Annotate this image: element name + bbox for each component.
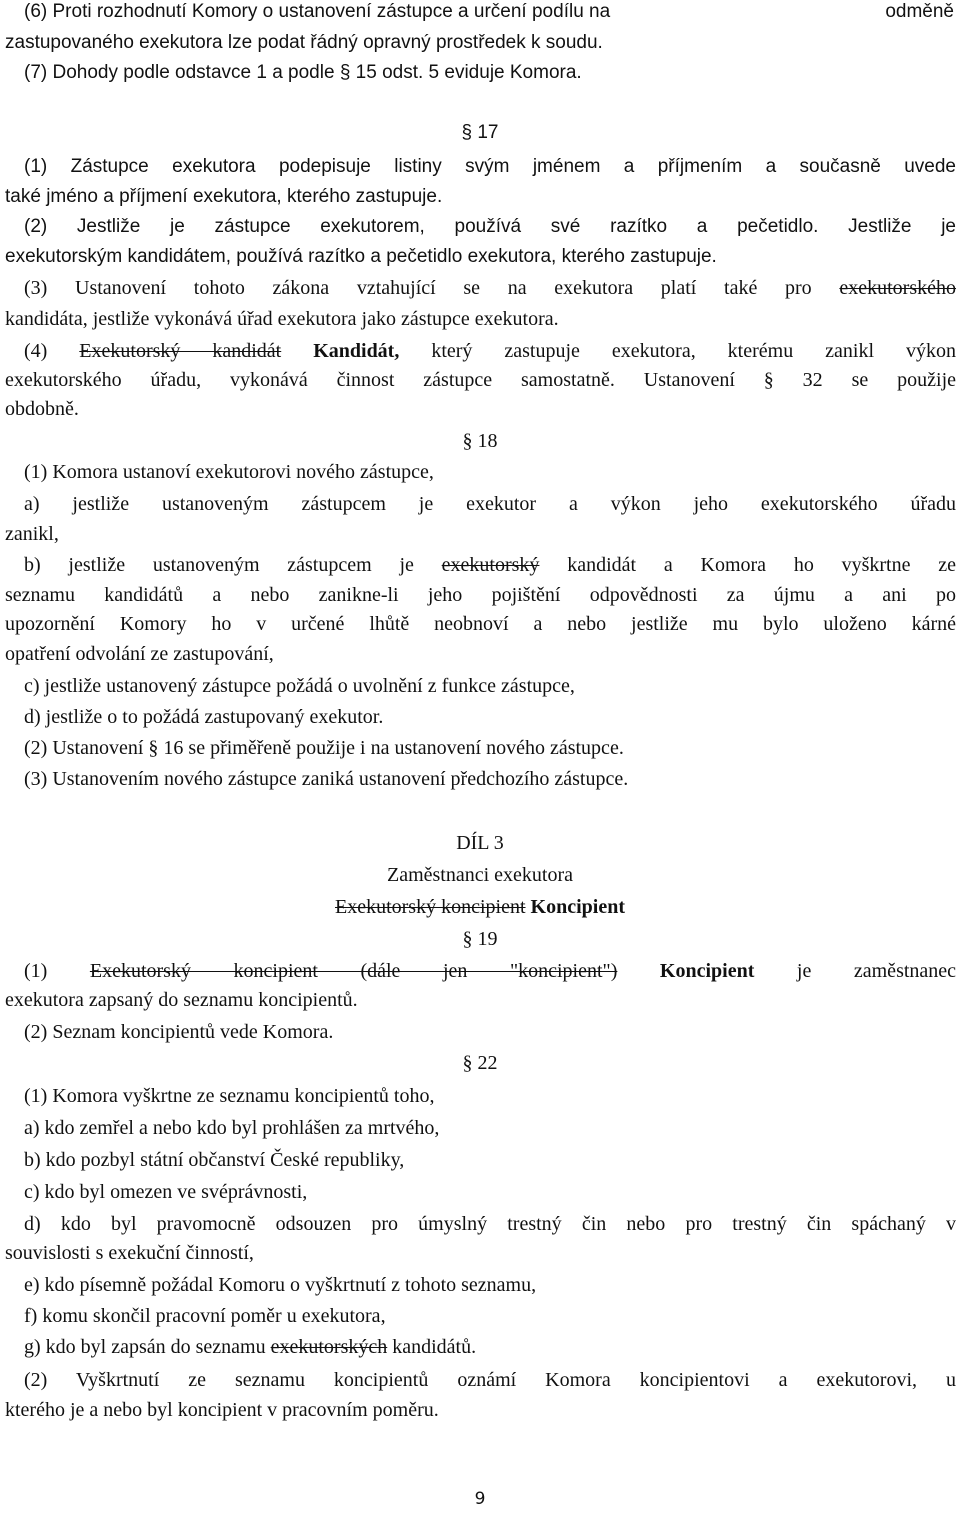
- s18-p1: (1) Komora ustanoví exekutorovi nového zástupce,: [24, 461, 434, 483]
- s16-p6-line2: zastupovaného exekutora lze podat řádný opravný prostředek k soudu.: [5, 32, 603, 53]
- s16-p7: (7) Dohody podle odstavce 1 a podle § 15 odst. 5 eviduje Komora.: [24, 62, 582, 83]
- s16-p6-line1: [24, 0, 610, 25]
- s18-c: c) jestliže ustanovený zástupce požádá o uvolnění z funkce zástupce,: [24, 675, 575, 697]
- s22-p1: (1) Komora vyškrtne ze seznamu koncipientů toho,: [24, 1085, 435, 1107]
- s18-a-line2: zanikl,: [5, 523, 59, 545]
- s18-b-struck-text: exekutorský: [441, 554, 540, 576]
- part-3-subtitle-bold: Koncipient: [530, 896, 625, 918]
- s22-e: e) kdo písemně požádal Komoru o vyškrtnutí z tohoto seznamu,: [24, 1274, 537, 1296]
- s22-c: c) kdo byl omezen ve svéprávnosti,: [24, 1181, 308, 1203]
- s17-p4-line1: [24, 338, 956, 364]
- s22-p2-line2: kterého je a nebo byl koncipient v pracovním poměru.: [5, 1399, 439, 1421]
- s18-b-line4: opatření odvolání ze zastupování,: [5, 643, 274, 665]
- s18-d: d) jestliže o to požádá zastupovaný exekutor.: [24, 706, 384, 728]
- s17-p1-line2: také jméno a příjmení exekutora, kterého zastupuje.: [5, 186, 443, 207]
- s22-d-line1: d) kdo byl pravomocně odsouzen pro úmyslný trestný čin nebo pro trestný čin spáchaný v: [24, 1213, 956, 1235]
- part-3-subtitle: [0, 894, 960, 920]
- part-3-title: Zaměstnanci exekutora: [386, 864, 574, 886]
- s17-p4-bold-text: Kandidát,: [313, 340, 400, 362]
- section-18-heading: § 18: [462, 430, 498, 452]
- s17-p2-line1: (2) Jestliže je zástupce exekutorem, používá své razítko a pečetidlo. Jestliže je: [24, 216, 956, 237]
- s17-p4-line3: obdobně.: [5, 398, 79, 420]
- s17-p4-struck-text: Exekutorský kandidát: [79, 340, 282, 362]
- s19-p2: (2) Seznam koncipientů vede Komora.: [24, 1021, 334, 1043]
- s18-b-text: b) jestliže ustanoveným zástupcem je: [24, 554, 414, 576]
- s17-p3-text: (3) Ustanovení tohoto zákona vztahující se na exekutora platí také pro: [24, 277, 812, 299]
- part-3-label: DÍL 3: [456, 832, 504, 854]
- s22-b: b) kdo pozbyl státní občanství České republiky,: [24, 1149, 405, 1171]
- s18-b-line2: seznamu kandidátů a nebo zanikne-li jeho pojištění odpovědnosti za újmu a ani po: [5, 584, 956, 606]
- s18-p2: (2) Ustanovení § 16 se přiměřeně použije i na ustanovení nového zástupce.: [24, 737, 624, 759]
- s18-b-text-end: kandidát a Komora ho vyškrtne ze: [567, 554, 957, 576]
- s17-p2-line2: exekutorským kandidátem, používá razítko a pečetidlo exekutora, kterého zastupuje.: [5, 246, 717, 267]
- s22-p2-line1: (2) Vyškrtnutí ze seznamu koncipientů oznámí Komora koncipientovi a exekutorovi, u: [24, 1369, 956, 1391]
- s18-a-line1: a) jestliže ustanoveným zástupcem je exekutor a výkon jeho exekutorského úřadu: [24, 493, 956, 515]
- s17-p4-number: (4): [24, 340, 48, 362]
- s22-g: [24, 1334, 476, 1360]
- part-3-subtitle-struck: Exekutorský koncipient: [335, 896, 526, 918]
- s19-p1-text: je zaměstnanec: [796, 960, 957, 982]
- s17-p3-line1: [24, 275, 956, 301]
- s19-p1-line2: exekutora zapsaný do seznamu koncipientů.: [5, 989, 358, 1011]
- s18-b-line1: [24, 552, 956, 578]
- s19-p1-line1: [24, 958, 956, 984]
- s16-p6-line1-end: [885, 0, 954, 25]
- page-number: 9: [474, 1489, 486, 1509]
- s18-b-line3: upozornění Komory ho v určené lhůtě neobnoví a nebo jestliže mu bylo uloženo kárné: [5, 613, 956, 635]
- s22-g-text-end: kandidátů.: [392, 1336, 477, 1358]
- s17-p3-line2: kandidáta, jestliže vykonává úřad exekutora jako zástupce exekutora.: [5, 308, 559, 330]
- s19-p1-number: (1): [24, 960, 48, 982]
- s16-p6-text-end: odměně: [885, 1, 954, 22]
- s17-p1-line1: (1) Zástupce exekutora podepisuje listiny svým jménem a příjmením a současně uvede: [24, 156, 956, 177]
- section-17-heading: § 17: [461, 122, 499, 143]
- s16-p6-text: (6) Proti rozhodnutí Komory o ustanovení zástupce a určení podílu na: [24, 1, 611, 22]
- s19-p1-struck-text: Exekutorský koncipient (dále jen "koncipient"): [89, 960, 618, 982]
- s18-p3: (3) Ustanovením nového zástupce zaniká ustanovení předchozího zástupce.: [24, 768, 629, 790]
- s22-a: a) kdo zemřel a nebo kdo byl prohlášen za mrtvého,: [24, 1117, 440, 1139]
- s22-g-text: g) kdo byl zapsán do seznamu: [24, 1336, 266, 1358]
- s17-p3-struck-text: exekutorského: [839, 277, 957, 299]
- s22-g-struck-text: exekutorských: [270, 1336, 388, 1358]
- s22-f: f) komu skončil pracovní poměr u exekutora,: [24, 1305, 386, 1327]
- s17-p4-text: který zastupuje exekutora, kterému zanikl výkon: [431, 340, 957, 362]
- section-22-heading: § 22: [462, 1052, 498, 1074]
- section-19-heading: § 19: [462, 928, 498, 950]
- s17-p4-line2: exekutorského úřadu, vykonává činnost zástupce samostatně. Ustanovení § 32 se použije: [5, 369, 956, 391]
- s22-d-line2: souvislosti s exekuční činností,: [5, 1242, 254, 1264]
- s19-p1-bold-text: Koncipient: [659, 960, 755, 982]
